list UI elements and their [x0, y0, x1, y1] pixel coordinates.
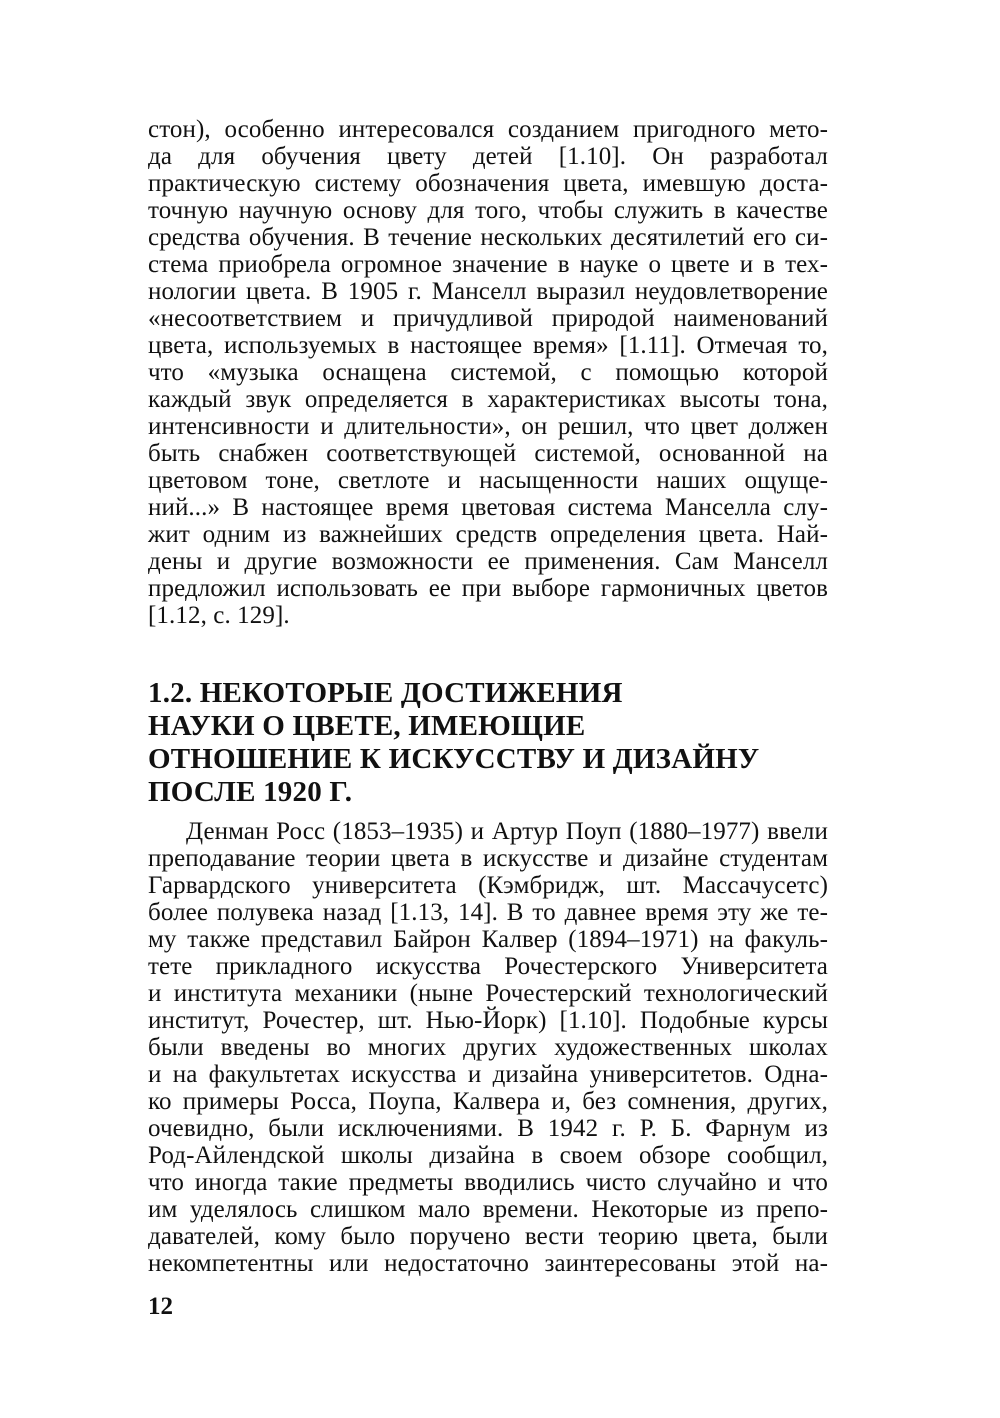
text-line: преподавание теории цвета в искусстве и дизайне студентам — [148, 845, 828, 872]
text-line: жит одним из важнейших средств определения цвета. Най- — [148, 521, 828, 548]
text-line: нологии цвета. В 1905 г. Манселл выразил неудовлетворение — [148, 278, 828, 305]
text-line: интенсивности и длительности», он решил, что цвет должен — [148, 413, 828, 440]
page-number: 12 — [148, 1293, 173, 1320]
text-line: им уделялось слишком мало времени. Некоторые из препо- — [148, 1196, 828, 1223]
text-line: институт, Рочестер, шт. Нью-Йорк) [1.10]. Подобные курсы — [148, 1007, 828, 1034]
text-line: что «музыка оснащена системой, с помощью которой — [148, 359, 828, 386]
heading-line: ПОСЛЕ 1920 Г. — [148, 776, 353, 808]
text-line: Гарвардского университета (Кэмбридж, шт. Массачусетс) — [148, 872, 828, 899]
text-line: ко примеры Росса, Поупа, Калвера и, без сомнения, других, — [148, 1088, 828, 1115]
text-line: предложил использовать ее при выборе гармоничных цветов — [148, 575, 828, 602]
text-line: Род-Айлендской школы дизайна в своем обзоре сообщил, — [148, 1142, 828, 1169]
heading-line: 1.2. НЕКОТОРЫЕ ДОСТИЖЕНИЯ — [148, 677, 623, 709]
text-line: и института механики (ныне Рочестерский технологический — [148, 980, 828, 1007]
text-line: точную научную основу для того, чтобы служить в качестве — [148, 197, 828, 224]
text-line: стема приобрела огромное значение в науке о цвете и в тех- — [148, 251, 828, 278]
text-line: средства обучения. В течение нескольких десятилетий его си- — [148, 224, 828, 251]
text-line: более полувека назад [1.13, 14]. В то давнее время эту же те- — [148, 899, 828, 926]
text-line: каждый звук определяется в характеристиках высоты тона, — [148, 386, 828, 413]
text-line: цветовом тоне, светлоте и насыщенности наших ощуще- — [148, 467, 828, 494]
text-line: некомпетентны или недостаточно заинтересованы этой на- — [148, 1250, 828, 1277]
text-line: очевидно, были исключениями. В 1942 г. Р. Б. Фарнум из — [148, 1115, 828, 1142]
text-line: практическую систему обозначения цвета, имевшую доста- — [148, 170, 828, 197]
text-line: дены и другие возможности ее применения. Сам Манселл — [148, 548, 828, 575]
text-line: да для обучения цвету детей [1.10]. Он разработал — [148, 143, 828, 170]
text-line: и на факультетах искусства и дизайна университетов. Одна- — [148, 1061, 828, 1088]
text-line: давателей, кому было поручено вести теорию цвета, были — [148, 1223, 828, 1250]
text-line: «несоответствием и причудливой природой наименований — [148, 305, 828, 332]
text-line: были введены во многих других художественных школах — [148, 1034, 828, 1061]
heading-line: ОТНОШЕНИЕ К ИСКУССТВУ И ДИЗАЙНУ — [148, 743, 760, 775]
text-line: тете прикладного искусства Рочестерского Университета — [148, 953, 828, 980]
heading-line: НАУКИ О ЦВЕТЕ, ИМЕЮЩИЕ — [148, 710, 586, 742]
text-line: цвета, используемых в настоящее время» [1.11]. Отмечая то, — [148, 332, 828, 359]
text-line: быть снабжен соответствующей системой, основанной на — [148, 440, 828, 467]
text-line: ний...» В настоящее время цветовая система Манселла слу- — [148, 494, 828, 521]
text-line: Денман Росс (1853–1935) и Артур Поуп (1880–1977) ввели — [186, 818, 828, 845]
text-line: [1.12, с. 129]. — [148, 602, 290, 629]
text-line: му также представил Байрон Калвер (1894–1971) на факуль- — [148, 926, 828, 953]
text-line: стон), особенно интересовался созданием пригодного мето- — [148, 116, 828, 143]
text-line: что иногда такие предметы вводились чисто случайно и что — [148, 1169, 828, 1196]
